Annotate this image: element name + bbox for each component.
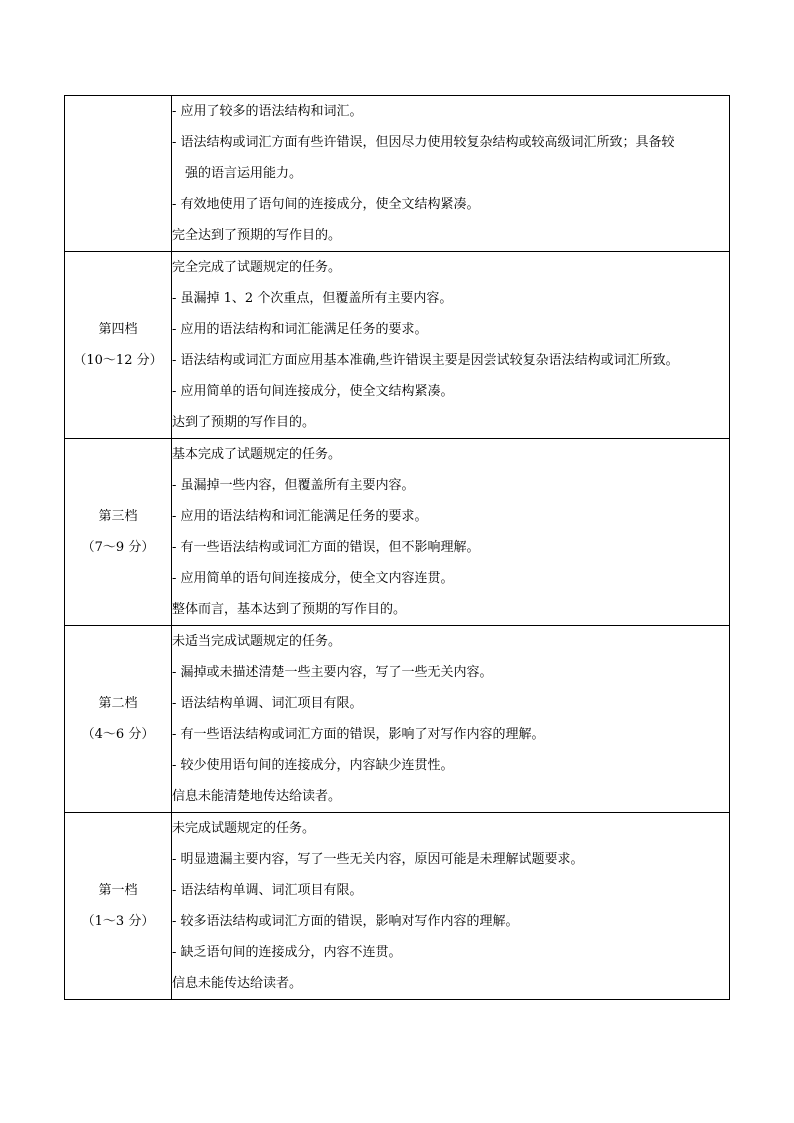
criterion-line: 未完成试题规定的任务。 xyxy=(172,821,316,836)
rubric-row-band-3 xyxy=(65,439,730,626)
rubric-row-band-1 xyxy=(65,813,730,1000)
criterion-line: 完全达到了预期的写作目的。 xyxy=(172,228,342,243)
criterion-line: - 虽漏掉一些内容，但覆盖所有主要内容。 xyxy=(172,478,415,493)
band-label: 第二档 xyxy=(98,696,138,711)
criterion-line: - 有一些语法结构或词汇方面的错误，影响了对写作内容的理解。 xyxy=(172,727,545,742)
rubric-row-top-band xyxy=(65,96,730,252)
band-label: 第四档 xyxy=(98,322,138,337)
rubric-row-band-2 xyxy=(65,626,730,813)
band-cell xyxy=(65,626,172,813)
band-description xyxy=(172,626,730,813)
band-score-range: （7～9 分） xyxy=(81,540,155,555)
criterion-line: - 应用简单的语句间连接成分，使全文结构紧凑。 xyxy=(172,384,454,399)
criterion-line: - 明显遗漏主要内容，写了一些无关内容，原因可能是未理解试题要求。 xyxy=(172,852,584,867)
band-cell xyxy=(65,439,172,626)
criterion-line: - 语法结构或词汇方面应用基本准确,些许错误主要是因尝试较复杂语法结构或词汇所致。 xyxy=(172,353,679,368)
criterion-line: - 语法结构或词汇方面有些许错误，但因尽力使用较复杂结构或较高级词汇所致；具备较 xyxy=(172,135,675,150)
criterion-line: - 漏掉或未描述清楚一些主要内容，写了一些无关内容。 xyxy=(172,665,493,680)
criterion-line: - 有一些语法结构或词汇方面的错误，但不影响理解。 xyxy=(172,540,480,555)
band-cell xyxy=(65,813,172,1000)
band-score-range: （10～12 分） xyxy=(73,353,163,368)
criterion-line: - 虽漏掉 1、2 个次重点，但覆盖所有主要内容。 xyxy=(172,291,453,306)
rubric-row-band-4 xyxy=(65,252,730,439)
criterion-line: 整体而言，基本达到了预期的写作目的。 xyxy=(172,602,407,617)
criterion-line: 信息未能清楚地传达给读者。 xyxy=(172,789,342,804)
criterion-line: - 有效地使用了语句间的连接成分，使全文结构紧凑。 xyxy=(172,197,480,212)
scoring-rubric-table xyxy=(64,95,730,1000)
band-description xyxy=(172,252,730,439)
criterion-line: 基本完成了试题规定的任务。 xyxy=(172,447,342,462)
criterion-line: 未适当完成试题规定的任务。 xyxy=(172,634,342,649)
band-cell xyxy=(65,252,172,439)
band-cell xyxy=(65,96,172,252)
band-description xyxy=(172,439,730,626)
criterion-line: - 较多语法结构或词汇方面的错误，影响对写作内容的理解。 xyxy=(172,914,519,929)
criterion-line: - 较少使用语句间的连接成分，内容缺少连贯性。 xyxy=(172,758,454,773)
criterion-line: 达到了预期的写作目的。 xyxy=(172,415,316,430)
criterion-line: - 语法结构单调、词汇项目有限。 xyxy=(172,883,363,898)
band-score-range: （4～6 分） xyxy=(81,727,155,742)
criterion-line: 信息未能传达给读者。 xyxy=(172,976,303,991)
criterion-line: - 应用简单的语句间连接成分，使全文内容连贯。 xyxy=(172,571,454,586)
criterion-line: - 应用了较多的语法结构和词汇。 xyxy=(172,104,363,119)
band-label: 第三档 xyxy=(98,509,138,524)
band-description xyxy=(172,96,730,252)
criterion-line-continuation: 强的语言运用能力。 xyxy=(185,166,303,181)
band-description xyxy=(172,813,730,1000)
criterion-line: - 语法结构单调、词汇项目有限。 xyxy=(172,696,363,711)
band-score-range: （1～3 分） xyxy=(81,914,155,929)
criterion-line: 完全完成了试题规定的任务。 xyxy=(172,260,342,275)
criterion-line: - 缺乏语句间的连接成分，内容不连贯。 xyxy=(172,945,402,960)
band-label: 第一档 xyxy=(98,883,138,898)
criterion-line: - 应用的语法结构和词汇能满足任务的要求。 xyxy=(172,322,428,337)
criterion-line: - 应用的语法结构和词汇能满足任务的要求。 xyxy=(172,509,428,524)
